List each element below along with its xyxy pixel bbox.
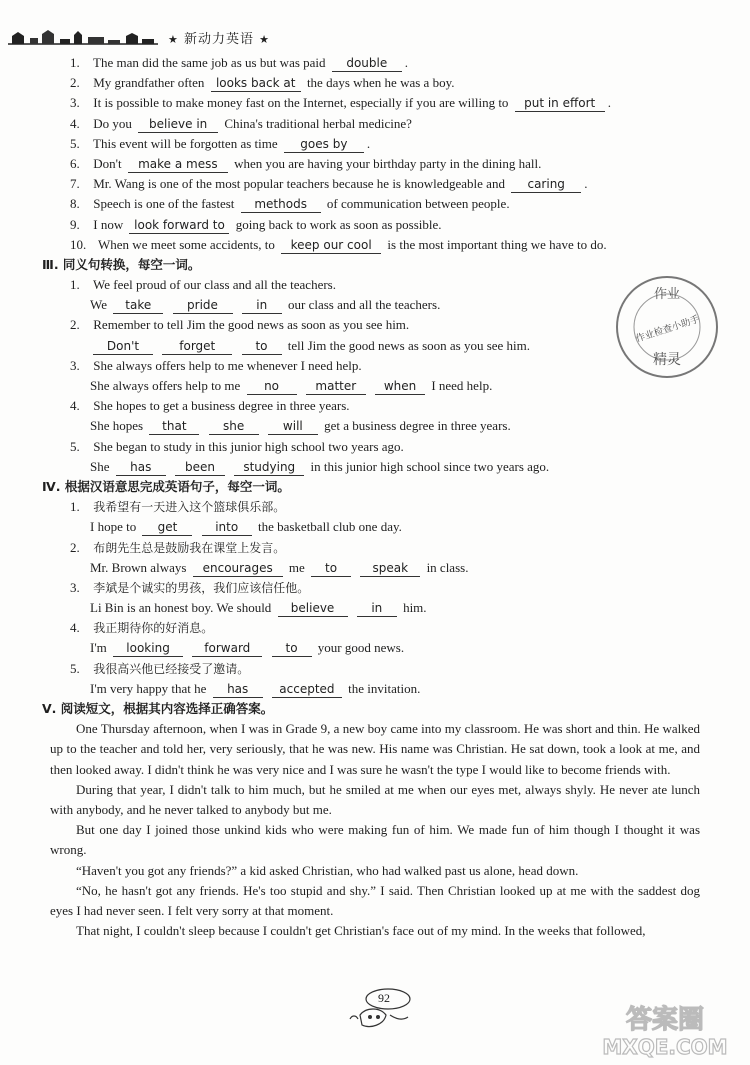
list-item	[50, 194, 700, 214]
chinese-prompt: 我正期待你的好消息。	[93, 621, 214, 636]
section-3-heading: Ⅲ. 同义句转换，每空一词。	[42, 256, 201, 272]
section-5-heading: Ⅴ. 阅读短文，根据其内容选择正确答案。	[42, 701, 274, 716]
list-item	[50, 235, 700, 255]
answer-blank[interactable]: forget	[162, 338, 232, 355]
section-2-list	[50, 53, 700, 255]
sentence-text: going back to work as soon as possible.	[235, 216, 442, 232]
sentence-text: My grandfather often	[93, 75, 205, 91]
section-4-heading: Ⅳ. 根据汉语意思完成英语句子，每空一词。	[42, 478, 290, 494]
list-item	[50, 114, 700, 134]
answer-blank[interactable]: looking	[113, 640, 183, 657]
sentence-text: him.	[403, 600, 427, 616]
answer-blank[interactable]: when	[375, 378, 425, 395]
item-number: 4.	[70, 620, 80, 636]
list-item	[50, 437, 700, 457]
passage-paragraph: During that year, I didn't talk to him much, but he smiled at me when our eyes met, always shyly. He never ate lunch with anybody, and he never talked to anybody but me.	[50, 781, 700, 817]
answer-blank[interactable]: no	[247, 378, 297, 395]
list-item	[50, 174, 700, 194]
sentence-text: Li Bin is an honest boy. We should	[90, 600, 272, 616]
item-number: 1.	[70, 277, 80, 293]
sentence-text: China's traditional herbal medicine?	[224, 115, 412, 131]
sentence-text: The man did the same job as us but was paid	[93, 55, 326, 70]
answer-blank[interactable]: caring	[511, 176, 581, 193]
site-watermark-icon	[585, 1000, 745, 1060]
sentence-text: .	[366, 135, 371, 151]
list-item	[50, 315, 700, 335]
list-item	[50, 659, 700, 679]
answer-blank[interactable]: in	[357, 600, 397, 617]
item-number: 5.	[70, 135, 80, 151]
list-item	[50, 275, 700, 295]
rewrite-line	[50, 598, 700, 618]
watermark-line2: MXQE.COM	[602, 1035, 728, 1059]
answer-blank[interactable]: studying	[234, 459, 304, 476]
answer-blank[interactable]: believe in	[138, 116, 218, 133]
sentence-text: in this junior high school since two years ago.	[310, 458, 550, 474]
answer-blank[interactable]: look forward to	[129, 217, 229, 234]
sentence-text: Don't	[93, 155, 122, 171]
list-item	[50, 618, 700, 638]
answer-blank[interactable]: encourages	[193, 560, 283, 577]
answer-blank[interactable]: will	[268, 418, 318, 435]
sentence-text: your good news.	[317, 640, 405, 656]
page-number: 92	[378, 991, 390, 1005]
item-number: 2.	[70, 75, 80, 91]
stamp-bottom-text: 精灵	[653, 352, 681, 368]
item-number: 10.	[70, 236, 87, 252]
answer-blank[interactable]: believe	[278, 600, 348, 617]
answer-blank[interactable]: in	[242, 297, 282, 314]
sentence-text: Speech is one of the fastest	[93, 196, 235, 212]
passage-paragraph: “Haven't you got any friends?” a kid asked Christian, who had walked past us alone, head down.	[76, 862, 579, 878]
rewrite-line	[50, 457, 700, 477]
worksheet-content	[42, 53, 700, 941]
sentence-text: I'm	[90, 640, 107, 656]
item-number: 1.	[70, 55, 80, 70]
sentence-text: get a business degree in three years.	[324, 418, 511, 434]
homework-stamp-icon	[612, 272, 722, 382]
sentence-text: when you are having your birthday party in the dining hall.	[234, 155, 542, 171]
page-footer	[340, 985, 430, 1035]
sentence-text: Do you	[93, 115, 132, 131]
answer-blank[interactable]: looks back at	[211, 75, 301, 92]
answer-blank[interactable]: to	[272, 640, 312, 657]
sentence-text: When we meet some accidents, to	[98, 236, 275, 252]
sentence-text: .	[584, 176, 588, 192]
answer-blank[interactable]: she	[209, 418, 259, 435]
passage-paragraph: But one day I joined those unkind kids who were making fun of him. We made fun of him though I thought it was wrong.	[50, 822, 700, 858]
sentence-text: It is possible to make money fast on the Internet, especially if you are willing to	[93, 95, 509, 111]
sentence-text: I hope to	[90, 519, 137, 535]
item-number: 6.	[70, 155, 80, 171]
item-number: 3.	[70, 357, 80, 373]
passage-paragraph: “No, he hasn't got any friends. He's too stupid and shy.” I said. Then Christian looked up at me with the saddest dog eyes I had never seen. I felt very sorry at that moment.	[50, 882, 700, 919]
answer-blank[interactable]: methods	[241, 196, 321, 213]
star-icon: ★	[259, 33, 271, 46]
sentence-text: I now	[93, 216, 124, 232]
passage-paragraph: That night, I couldn't sleep because I couldn't get Christian's face out of my mind. In the weeks that followed,	[76, 923, 646, 939]
original-sentence: We feel proud of our class and all the teachers.	[93, 277, 336, 293]
chinese-prompt: 我很高兴他已经接受了邀请。	[93, 661, 250, 676]
list-item	[50, 134, 700, 154]
answer-blank[interactable]: put in effort	[515, 95, 605, 112]
sentence-text: our class and all the teachers.	[288, 297, 441, 313]
sentence-text: the days when he was a boy.	[306, 75, 455, 91]
sentence-text: is the most important thing we have to do.	[387, 236, 607, 252]
rewrite-line	[50, 638, 700, 658]
reading-passage	[50, 719, 700, 941]
sentence-text: .	[404, 55, 409, 70]
list-item	[50, 538, 700, 558]
sentence-text: in class.	[426, 559, 469, 575]
sentence-text: She hopes	[90, 418, 144, 434]
item-number: 5.	[70, 660, 80, 676]
item-number: 2.	[70, 539, 80, 555]
rewrite-line	[50, 558, 700, 578]
sentence-text: Mr. Brown always	[90, 559, 187, 575]
answer-blank[interactable]: has	[213, 681, 263, 698]
original-sentence: Remember to tell Jim the good news as soon as you see him.	[93, 317, 410, 333]
rewrite-line	[50, 416, 700, 436]
answer-blank[interactable]: pride	[173, 297, 233, 314]
chinese-prompt: 李斌是个诚实的男孩，我们应该信任他。	[93, 580, 310, 595]
sentence-text: Mr. Wang is one of the most popular teachers because he is knowledgeable and	[93, 176, 505, 192]
list-item	[50, 53, 700, 73]
list-item	[50, 93, 700, 113]
stamp-top-text: 作业	[653, 287, 681, 302]
item-number: 7.	[70, 176, 80, 192]
answer-blank[interactable]: forward	[192, 640, 262, 657]
answer-blank[interactable]: Don't	[93, 338, 153, 355]
original-sentence: She always offers help to me whenever I need help.	[93, 357, 362, 373]
item-number: 9.	[70, 216, 80, 232]
sentence-text: me	[288, 559, 305, 575]
list-item	[50, 154, 700, 174]
list-item	[50, 356, 700, 376]
sentence-text: She	[90, 458, 110, 474]
sentence-text: I'm very happy that he	[90, 680, 207, 696]
answer-blank[interactable]: make a mess	[128, 156, 228, 173]
list-item	[50, 73, 700, 93]
item-number: 8.	[70, 196, 80, 212]
chinese-prompt: 我希望有一天进入这个篮球俱乐部。	[93, 500, 286, 515]
answer-blank[interactable]: to	[311, 560, 351, 577]
list-item	[50, 396, 700, 416]
answer-blank[interactable]: into	[202, 519, 252, 536]
answer-blank[interactable]: has	[116, 459, 166, 476]
rewrite-line	[50, 336, 700, 356]
sentence-text: I need help.	[431, 378, 493, 393]
answer-blank[interactable]: goes by	[284, 136, 364, 153]
passage-paragraph: One Thursday afternoon, when I was in Grade 9, a new boy came into my classroom. He was short and thin. He walked up to the teacher and told her, very seriously, that he was new. His name was Christian. He sat down, took a look at me, and then looked away. I didn't think he was very nice and I was sure he wasn't the type I would like to become friends with.	[50, 721, 700, 777]
chinese-prompt: 布朗先生总是鼓励我在课堂上发言。	[93, 540, 286, 555]
rewrite-line	[50, 517, 700, 537]
sentence-text: This event will be forgotten as time	[93, 135, 278, 151]
item-number: 2.	[70, 317, 80, 333]
sentence-text: tell Jim the good news as soon as you see him.	[287, 337, 531, 353]
list-item	[50, 497, 700, 517]
answer-blank[interactable]: keep our cool	[281, 237, 381, 254]
original-sentence: She hopes to get a business degree in three years.	[93, 398, 350, 414]
sentence-text: the basketball club one day.	[257, 519, 402, 535]
answer-blank[interactable]: to	[242, 338, 282, 355]
sentence-text: the invitation.	[348, 680, 421, 696]
sentence-text: of communication between people.	[326, 196, 510, 212]
answer-blank[interactable]: matter	[306, 378, 366, 395]
item-number: 4.	[70, 115, 80, 131]
book-title-text: 新动力英语	[184, 32, 255, 47]
sentence-text: .	[607, 95, 611, 111]
star-icon: ★	[168, 33, 179, 46]
list-item	[50, 215, 700, 235]
answer-blank[interactable]: take	[113, 297, 163, 314]
list-item	[50, 578, 700, 598]
sentence-text: She always offers help to me	[90, 378, 241, 393]
stamp-ring-text: 作业检查小助手	[634, 313, 702, 345]
book-title	[168, 28, 270, 47]
answer-blank[interactable]: double	[332, 55, 402, 72]
answer-blank[interactable]: been	[175, 459, 225, 476]
answer-blank[interactable]: accepted	[272, 681, 342, 698]
rewrite-line	[50, 679, 700, 699]
answer-blank[interactable]: that	[149, 418, 199, 435]
watermark-line1: 答案圈	[625, 1005, 705, 1035]
item-number: 3.	[70, 95, 80, 111]
answer-blank[interactable]: get	[142, 519, 192, 536]
item-number: 1.	[70, 499, 80, 515]
item-number: 3.	[70, 579, 80, 595]
item-number: 4.	[70, 398, 80, 414]
rewrite-line	[50, 295, 700, 315]
page-header	[8, 22, 308, 50]
answer-blank[interactable]: speak	[360, 560, 420, 577]
rewrite-line	[50, 376, 700, 396]
original-sentence: She began to study in this junior high school two years ago.	[93, 438, 404, 454]
item-number: 5.	[70, 438, 80, 454]
sentence-text: We	[90, 297, 107, 313]
skyline-decoration-icon	[8, 28, 158, 46]
